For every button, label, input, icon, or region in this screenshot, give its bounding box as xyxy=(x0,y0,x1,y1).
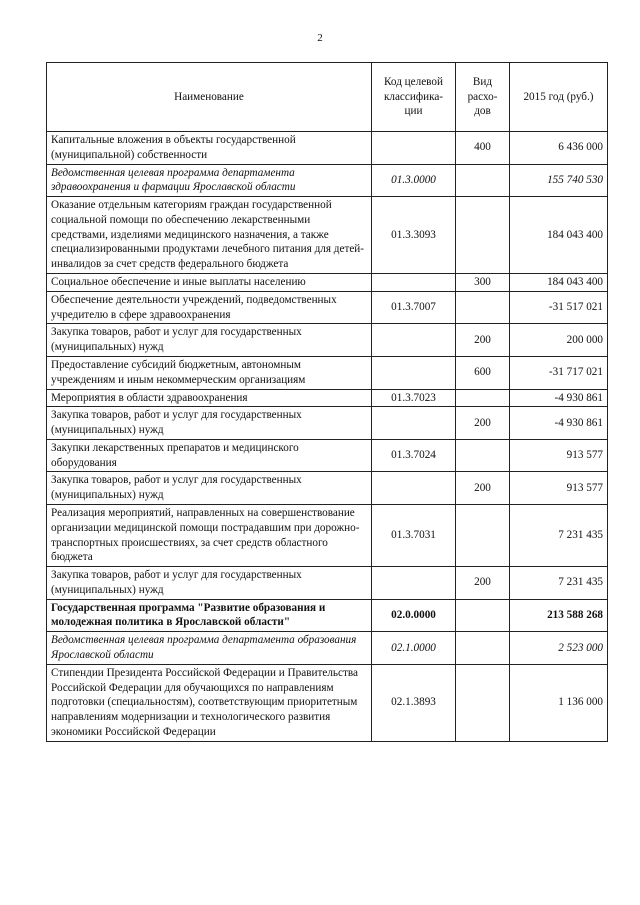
table-row xyxy=(47,164,608,197)
row-code-cell: 01.3.7031 xyxy=(372,504,456,566)
row-type-cell: 200 xyxy=(456,472,510,505)
table-row xyxy=(47,632,608,665)
table-header-row xyxy=(47,63,608,132)
row-name-cell: Оказание отдельным категориям граждан государственной социальной помощи по обеспечению лекарственными средствами, изделиями медицинского назначения, а также специализированными продуктами лечебного питания для детей-инвалидов за счет средств федерального бюджета xyxy=(47,197,372,274)
row-type-cell: 300 xyxy=(456,274,510,292)
row-name-cell: Социальное обеспечение и иные выплаты населению xyxy=(47,274,372,292)
row-name-cell: Реализация мероприятий, направленных на совершенствование организации медицинской помощи пострадавшим при дорожно-транспортных происшествиях, за счет средств областного бюджета xyxy=(47,504,372,566)
row-code-cell xyxy=(372,274,456,292)
row-type-cell xyxy=(456,599,510,632)
row-name-cell: Закупка товаров, работ и услуг для государственных (муниципальных) нужд xyxy=(47,472,372,505)
row-name-cell: Закупка товаров, работ и услуг для государственных (муниципальных) нужд xyxy=(47,324,372,357)
table-row xyxy=(47,472,608,505)
row-type-cell xyxy=(456,632,510,665)
table-row xyxy=(47,407,608,440)
row-code-cell xyxy=(372,356,456,389)
table-row xyxy=(47,197,608,274)
table-row xyxy=(47,132,608,165)
header-type: Вид расхо-дов xyxy=(456,63,510,132)
row-code-cell xyxy=(372,567,456,600)
row-amount-cell: -31 717 021 xyxy=(510,356,608,389)
row-code-cell: 01.3.7023 xyxy=(372,389,456,407)
row-type-cell xyxy=(456,664,510,741)
row-type-cell: 200 xyxy=(456,407,510,440)
row-code-cell: 01.3.3093 xyxy=(372,197,456,274)
row-type-cell xyxy=(456,389,510,407)
table-row xyxy=(47,599,608,632)
table-row xyxy=(47,439,608,472)
table-row xyxy=(47,504,608,566)
row-amount-cell: 213 588 268 xyxy=(510,599,608,632)
row-amount-cell: 913 577 xyxy=(510,439,608,472)
table-body xyxy=(47,132,608,742)
row-code-cell: 01.3.7007 xyxy=(372,291,456,324)
row-type-cell xyxy=(456,291,510,324)
row-name-cell: Мероприятия в области здравоохранения xyxy=(47,389,372,407)
table-row xyxy=(47,324,608,357)
row-name-cell: Закупки лекарственных препаратов и медицинского оборудования xyxy=(47,439,372,472)
row-code-cell xyxy=(372,472,456,505)
page-number: 2 xyxy=(317,32,323,44)
header-code: Код целевой классифика-ции xyxy=(372,63,456,132)
row-amount-cell: 7 231 435 xyxy=(510,567,608,600)
budget-table xyxy=(46,62,608,742)
row-name-cell: Стипендии Президента Российской Федерации и Правительства Российской Федерации для обучающихся по направлениям подготовки (специальностям), соответствующим приоритетным направлениям модернизации и технологического развития экономики Российской Федерации xyxy=(47,664,372,741)
row-code-cell xyxy=(372,407,456,440)
row-type-cell: 400 xyxy=(456,132,510,165)
row-name-cell: Государственная программа "Развитие образования и молодежная политика в Ярославской области" xyxy=(47,599,372,632)
header-amount: 2015 год (руб.) xyxy=(510,63,608,132)
row-amount-cell: 184 043 400 xyxy=(510,197,608,274)
row-amount-cell: 200 000 xyxy=(510,324,608,357)
row-code-cell xyxy=(372,324,456,357)
row-amount-cell: 913 577 xyxy=(510,472,608,505)
row-code-cell: 02.0.0000 xyxy=(372,599,456,632)
row-type-cell: 200 xyxy=(456,324,510,357)
row-type-cell xyxy=(456,504,510,566)
row-name-cell: Закупка товаров, работ и услуг для государственных (муниципальных) нужд xyxy=(47,407,372,440)
row-code-cell xyxy=(372,132,456,165)
row-code-cell: 02.1.0000 xyxy=(372,632,456,665)
row-name-cell: Обеспечение деятельности учреждений, подведомственных учредителю в сфере здравоохранения xyxy=(47,291,372,324)
row-amount-cell: -4 930 861 xyxy=(510,389,608,407)
row-type-cell: 200 xyxy=(456,567,510,600)
row-amount-cell: 184 043 400 xyxy=(510,274,608,292)
row-name-cell: Ведомственная целевая программа департамента образования Ярославской области xyxy=(47,632,372,665)
row-amount-cell: 155 740 530 xyxy=(510,164,608,197)
row-type-cell xyxy=(456,164,510,197)
row-amount-cell: 6 436 000 xyxy=(510,132,608,165)
table-row xyxy=(47,356,608,389)
table-row xyxy=(47,567,608,600)
row-amount-cell: -4 930 861 xyxy=(510,407,608,440)
row-name-cell: Предоставление субсидий бюджетным, автономным учреждениям и иным некоммерческим организациям xyxy=(47,356,372,389)
row-name-cell: Капитальные вложения в объекты государственной (муниципальной) собственности xyxy=(47,132,372,165)
row-type-cell: 600 xyxy=(456,356,510,389)
table-row xyxy=(47,291,608,324)
row-type-cell xyxy=(456,197,510,274)
row-code-cell: 01.3.7024 xyxy=(372,439,456,472)
header-name: Наименование xyxy=(47,63,372,132)
table-row xyxy=(47,274,608,292)
row-type-cell xyxy=(456,439,510,472)
row-amount-cell: -31 517 021 xyxy=(510,291,608,324)
row-amount-cell: 2 523 000 xyxy=(510,632,608,665)
table-row xyxy=(47,664,608,741)
row-name-cell: Ведомственная целевая программа департамента здравоохранения и фармации Ярославской области xyxy=(47,164,372,197)
row-amount-cell: 1 136 000 xyxy=(510,664,608,741)
row-code-cell: 02.1.3893 xyxy=(372,664,456,741)
row-amount-cell: 7 231 435 xyxy=(510,504,608,566)
row-name-cell: Закупка товаров, работ и услуг для государственных (муниципальных) нужд xyxy=(47,567,372,600)
table-row xyxy=(47,389,608,407)
row-code-cell: 01.3.0000 xyxy=(372,164,456,197)
